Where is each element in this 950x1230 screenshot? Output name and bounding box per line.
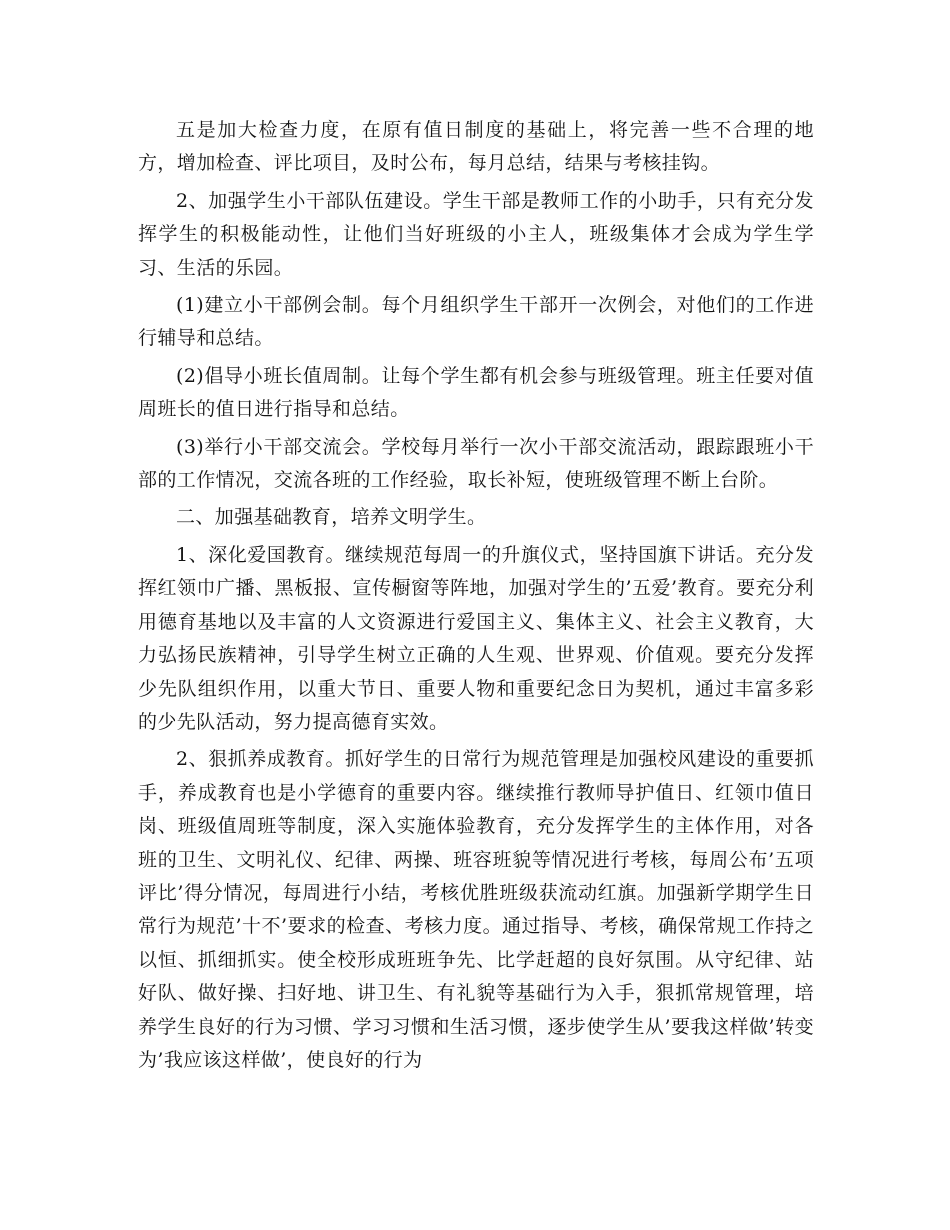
paragraph-cadre-exchange: (3)举行小干部交流会。学校每月举行一次小干部交流活动，跟踪跟班小干部的工作情况，交流各班的工作经验，取长补短，使班级管理不断上台阶。 <box>138 435 814 492</box>
paragraph-student-cadres: 2、加强学生小干部队伍建设。学生干部是教师工作的小助手，只有充分发挥学生的积极能动性，让他们当好班级的小主人，班级集体才会成为学生学习、生活的乐园。 <box>138 189 814 279</box>
paragraph-patriotic-education: 1、深化爱国教育。继续规范每周一的升旗仪式，坚持国旗下讲话。充分发挥红领巾广播、黑板报、宣传橱窗等阵地，加强对学生的’五爱’教育。要充分利用德育基地以及丰富的人文资源进行爱国主义、集体主义、社会主义教育，大力弘扬民族精神，引导学生树立正确的人生观、世界观、价值观。要充分发挥少先队组织作用，以重大节日、重要人物和重要纪念日为契机，通过丰富多彩的少先队活动，努力提高德育实效。 <box>138 543 814 733</box>
section-heading-basic-education: 二、加强基础教育，培养文明学生。 <box>176 506 487 529</box>
paragraph-weekly-monitor: (2)倡导小班长值周制。让每个学生都有机会参与班级管理。班主任要对值周班长的值日进行指导和总结。 <box>138 364 814 421</box>
document-body <box>138 114 814 1081</box>
paragraph-habit-education: 2、狠抓养成教育。抓好学生的日常行为规范管理是加强校风建设的重要抓手，养成教育也是小学德育的重要内容。继续推行教师导护值日、红领巾值日岗、班级值周班等制度，深入实施体验教育，充分发挥学生的主体作用，对各班的卫生、文明礼仪、纪律、两操、班容班貌等情况进行考核，每周公布’五项评比’得分情况，每周进行小结，考核优胜班级获流动红旗。加强新学期学生日常行为规范’十不’要求的检查、考核力度。通过指导、考核，确保常规工作持之以恒、抓细抓实。使全校形成班班争先、比学赶超的良好氛围。从守纪律、站好队、做好操、扫好地、讲卫生、有礼貌等基础行为入手，狠抓常规管理，培养学生良好的行为习惯、学习习惯和生活习惯，逐步使学生从’要我这样做’转变为’我应该这样做’，使良好的行为 <box>138 748 814 1071</box>
paragraph-cadre-meeting: (1)建立小干部例会制。每个月组织学生干部开一次例会，对他们的工作进行辅导和总结。 <box>138 294 814 350</box>
paragraph-inspection: 五是加大检查力度，在原有值日制度的基础上，将完善一些不合理的地方，增加检查、评比项目，及时公布，每月总结，结果与考核挂钩。 <box>138 119 814 175</box>
